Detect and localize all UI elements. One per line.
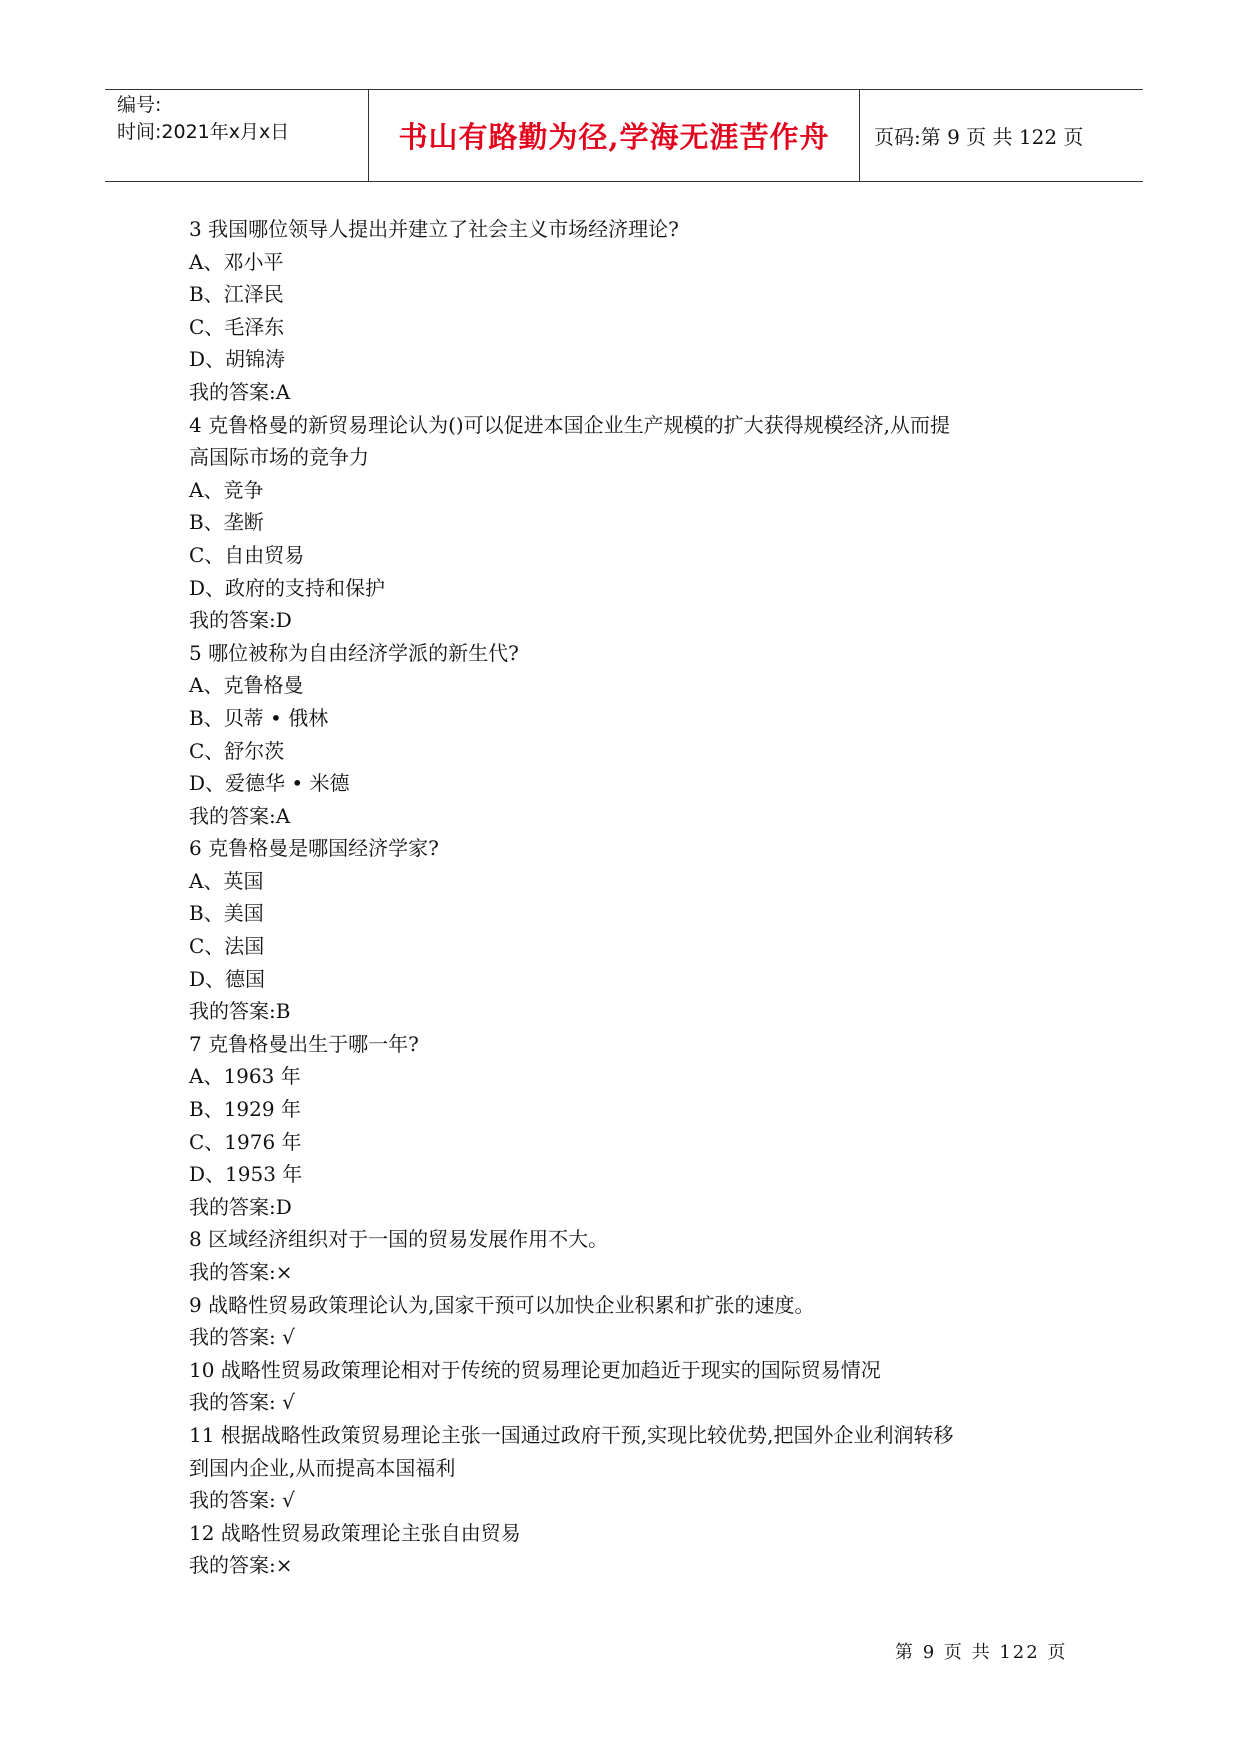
text-line: 我的答案: √: [189, 1325, 295, 1350]
header-page-cell: [858, 90, 1143, 181]
text-line: C、舒尔茨: [189, 738, 285, 763]
text-line: A、邓小平: [189, 249, 284, 274]
text-line: 我的答案: √: [189, 1488, 295, 1513]
text-line: 8 区域经济组织对于一国的贸易发展作用不大。: [189, 1227, 609, 1252]
text-line: 7 克鲁格曼出生于哪一年?: [189, 1031, 419, 1056]
text-line: A、竞争: [189, 477, 264, 502]
text-line: 我的答案: √: [189, 1390, 295, 1415]
motto-text: 书山有路勤为径,学海无涯苦作舟: [398, 120, 830, 154]
header-meta: [117, 90, 367, 181]
text-line: B、江泽民: [189, 282, 284, 307]
text-line: B、1929 年: [189, 1097, 301, 1122]
text-line: A、英国: [189, 868, 264, 893]
text-line: C、1976 年: [189, 1129, 302, 1154]
text-line: 11 根据战略性政策贸易理论主张一国通过政府干预,实现比较优势,把国外企业利润转移: [189, 1422, 954, 1447]
text-line: 我的答案:D: [189, 1194, 292, 1219]
time-label: 时间:2021年x月x日: [117, 121, 290, 143]
number-label: 编号:: [117, 94, 162, 116]
text-line: D、政府的支持和保护: [189, 575, 386, 600]
text-line: B、贝蒂 • 俄林: [189, 705, 329, 730]
text-line: D、1953 年: [189, 1162, 303, 1187]
text-line: 我的答案:B: [189, 999, 291, 1024]
text-line: B、垄断: [189, 510, 264, 535]
text-line: A、1963 年: [189, 1064, 301, 1089]
text-line: 9 战略性贸易政策理论认为,国家干预可以加快企业积累和扩张的速度。: [189, 1292, 815, 1317]
page-header: [105, 89, 1143, 182]
text-line: 我的答案:A: [189, 803, 291, 828]
text-line: B、美国: [189, 901, 264, 926]
text-line: 4 克鲁格曼的新贸易理论认为()可以促进本国企业生产规模的扩大获得规模经济,从而提: [189, 412, 951, 437]
text-line: 我的答案:×: [189, 1260, 293, 1284]
page-label: 页码:第 9 页 共 122 页: [874, 125, 1084, 149]
text-line: C、自由贸易: [189, 542, 305, 567]
text-line: C、毛泽东: [189, 314, 285, 339]
text-line: 3 我国哪位领导人提出并建立了社会主义市场经济理论?: [189, 217, 679, 241]
text-line: 到国内企业,从而提高本国福利: [189, 1455, 456, 1480]
text-line: D、德国: [189, 966, 266, 991]
text-line: 5 哪位被称为自由经济学派的新生代?: [189, 640, 519, 665]
text-line: 6 克鲁格曼是哪国经济学家?: [189, 836, 439, 861]
text-line: D、爱德华 • 米德: [189, 771, 350, 796]
text-line: 我的答案:A: [189, 379, 291, 404]
text-line: 高国际市场的竞争力: [189, 445, 369, 470]
text-line: 10 战略性贸易政策理论相对于传统的贸易理论更加趋近于现实的国际贸易情况: [189, 1357, 881, 1382]
text-line: D、胡锦涛: [189, 347, 286, 372]
text-line: 我的答案:×: [189, 1553, 293, 1578]
document-body: [189, 213, 1069, 1582]
text-line: 12 战略性贸易政策理论主张自由贸易: [189, 1520, 521, 1545]
header-motto-cell: [368, 90, 860, 181]
page-footer: 第 9 页 共 122 页: [895, 1642, 1068, 1663]
text-line: C、法国: [189, 934, 265, 959]
text-line: 我的答案:D: [189, 608, 292, 633]
text-line: A、克鲁格曼: [189, 673, 304, 698]
